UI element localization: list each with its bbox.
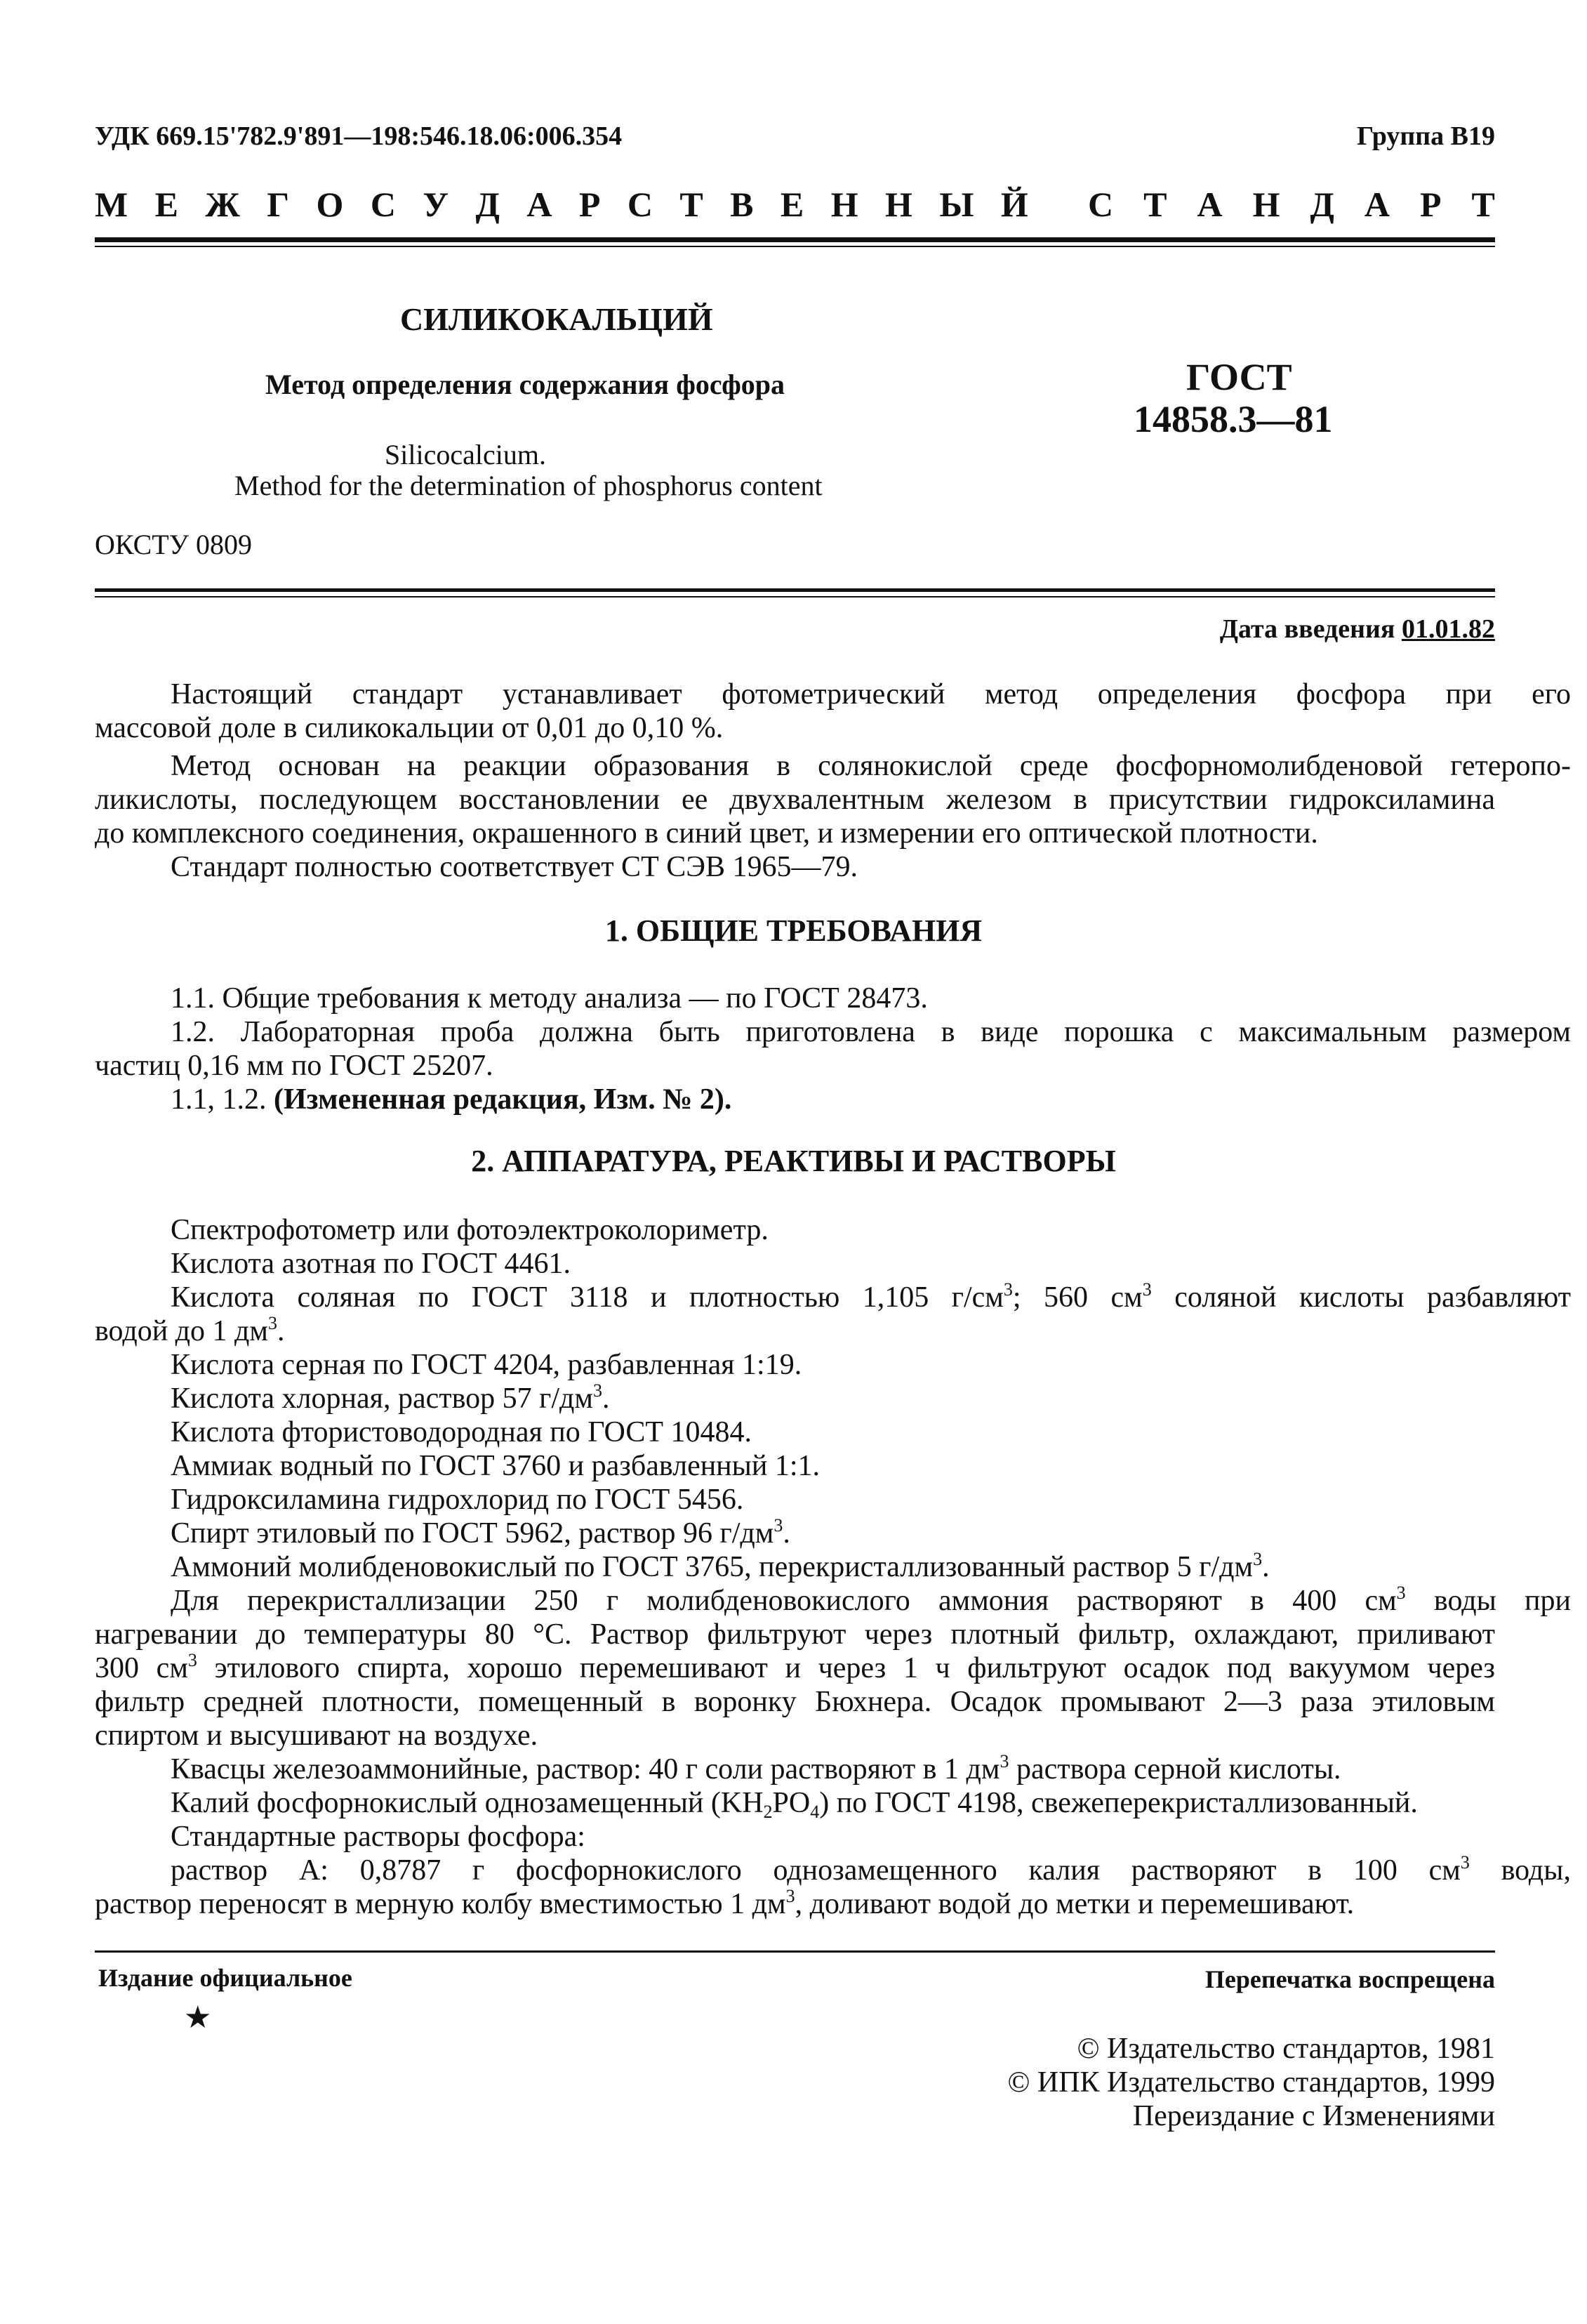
superscript: 3 xyxy=(268,1313,277,1333)
udk-code: УДК 669.15'782.9'891—198:546.18.06:006.354 xyxy=(95,121,623,151)
copyright-1999: © ИПК Издательство стандартов, 1999 xyxy=(1007,2066,1495,2099)
section1-heading: 1. ОБЩИЕ ТРЕБОВАНИЯ xyxy=(604,913,983,948)
standard-banner xyxy=(95,184,1495,225)
banner-letter: Е xyxy=(780,185,804,224)
standard-solutions-heading: Стандартные растворы фосфора: xyxy=(171,1821,585,1853)
change-note-prefix: 1.1, 1.2. xyxy=(171,1083,267,1116)
banner-letter: С xyxy=(627,185,653,224)
banner-letter: У xyxy=(423,185,449,224)
text-run: Для перекристаллизации 250 г молибденовокислого аммония растворяют в 400 см xyxy=(171,1585,1397,1617)
text-run: Аммоний молибденовокислый по ГОСТ 3765, перекристаллизованный раствор 5 г/дм xyxy=(171,1551,1254,1583)
text-run: воды при xyxy=(1405,1585,1571,1617)
superscript: 3 xyxy=(1142,1279,1152,1300)
banner-letter: А xyxy=(1197,185,1223,224)
banner-letter: Д xyxy=(1310,185,1334,224)
banner-letter: Й xyxy=(1000,185,1028,224)
superscript: 3 xyxy=(1396,1583,1406,1603)
recrystallization-line4: фильтр средней плотности, помещенный в воронку Бюхнера. Осадок промывают 2—3 раза этиловым xyxy=(95,1686,1495,1718)
reagent-hydrochloric-acid xyxy=(95,1281,1571,1314)
banner-letter: А xyxy=(1364,185,1390,224)
okstu-code: ОКСТУ 0809 xyxy=(95,529,253,560)
reagent-hydroxylamine: Гидроксиламина гидрохлорид по ГОСТ 5456. xyxy=(171,1484,744,1516)
official-edition: Издание официальное xyxy=(98,1964,352,1992)
banner-letter: О xyxy=(316,185,344,224)
solution-a-line2 xyxy=(95,1887,1495,1921)
reagent-sulfuric-acid: Кислота серная по ГОСТ 4204, разбавленная 1:19. xyxy=(171,1349,802,1381)
intro-p1-line2: массовой доле в силикокальции от 0,01 до 0,10 %. xyxy=(95,712,724,744)
intro-p2-line3: до комплексного соединения, окрашенного в синий цвет, и измерении его оптической плотности. xyxy=(95,817,1318,850)
text-run: ; 560 см xyxy=(1012,1281,1143,1314)
banner-letter: Т xyxy=(1471,185,1495,224)
banner-letter: Д xyxy=(475,185,500,224)
banner-letter: Ж xyxy=(205,185,240,224)
banner-letter: Р xyxy=(1420,185,1442,224)
superscript: 3 xyxy=(773,1515,783,1536)
intro-date-value: 01.01.82 xyxy=(1402,614,1495,644)
reagent-ammonium-molybdate xyxy=(95,1550,1571,1584)
intro-date xyxy=(1220,614,1495,645)
text-run: Спирт этиловый по ГОСТ 5962, раствор 96 г/дм xyxy=(171,1517,774,1550)
banner-word-2 xyxy=(1088,184,1495,225)
reagent-spectrophotometer: Спектрофотометр или фотоэлектроколориметр. xyxy=(171,1214,769,1246)
text-run: раствора серной кислоты. xyxy=(1009,1753,1341,1785)
document-title: СИЛИКОКАЛЬЦИЙ xyxy=(400,301,713,337)
no-reprint: Перепечатка воспрещена xyxy=(1204,1965,1495,1993)
text-run: PO xyxy=(772,1787,811,1819)
text-run: водой до 1 дм xyxy=(95,1315,268,1347)
text-run: соляной кислоты разбавляют xyxy=(1151,1281,1571,1314)
text-run: раствор А: 0,8787 г фосфорнокислого однозамещенного калия растворяют в 100 см xyxy=(171,1854,1461,1887)
reagent-nitric-acid: Кислота азотная по ГОСТ 4461. xyxy=(171,1248,571,1280)
text-run: раствор переносят в мерную колбу вместимостью 1 дм xyxy=(95,1888,786,1920)
reissue-note: Переиздание с Изменениями xyxy=(1132,2100,1495,2132)
reagent-ammonia: Аммиак водный по ГОСТ 3760 и разбавленный 1:1. xyxy=(171,1450,821,1482)
banner-letter: М xyxy=(95,185,128,224)
text-run: , доливают водой до метки и перемешивают. xyxy=(795,1888,1355,1920)
section1-item1: 1.1. Общие требования к методу анализа — по ГОСТ 28473. xyxy=(171,982,928,1015)
reagent-iron-alum xyxy=(95,1752,1571,1786)
text-run: воды, xyxy=(1469,1854,1571,1887)
english-title: Silicocalcium. xyxy=(385,439,546,470)
intro-p2-line2: ликислоты, последующем восстановлении ее двухвалентным железом в присутствии гидроксиламина xyxy=(95,784,1495,816)
text-run: . xyxy=(1262,1551,1270,1583)
reagent-perchloric-acid xyxy=(95,1382,1571,1415)
banner-letter: Г xyxy=(267,185,290,224)
banner-letter: Т xyxy=(1143,185,1167,224)
reagent-hydrochloric-acid-cont xyxy=(95,1314,1495,1348)
text-run: . xyxy=(602,1382,610,1415)
solution-a-line1 xyxy=(95,1854,1571,1887)
section1-change-note xyxy=(95,1083,1571,1116)
subscript: 4 xyxy=(810,1802,820,1822)
text-run: Калий фосфорнокислый однозамещенный (KH xyxy=(171,1787,764,1819)
document-subtitle: Метод определения содержания фосфора xyxy=(265,369,785,400)
header-rule-thick xyxy=(95,237,1495,242)
banner-letter: Т xyxy=(679,185,703,224)
intro-p3: Стандарт полностью соответствует СТ СЭВ 1965—79. xyxy=(171,851,858,883)
superscript: 3 xyxy=(1460,1852,1470,1873)
gost-number: 14858.3—81 xyxy=(1134,398,1333,440)
superscript: 3 xyxy=(1253,1549,1263,1569)
group-code: Группа В19 xyxy=(1356,121,1495,151)
recrystallization-line5: спиртом и высушивают на воздухе. xyxy=(95,1719,538,1752)
gost-label: ГОСТ xyxy=(1186,356,1292,398)
text-run: Кислота хлорная, раствор 57 г/дм xyxy=(171,1382,593,1415)
banner-letter: С xyxy=(1088,185,1114,224)
text-run: этилового спирта, хорошо перемешивают и через 1 ч фильтруют осадок под вакуумом через xyxy=(197,1652,1495,1684)
text-run: 300 см xyxy=(95,1652,188,1684)
superscript: 3 xyxy=(1003,1279,1013,1300)
recrystallization-line2: нагревании до температуры 80 °С. Раствор фильтруют через плотный фильтр, охлаждают, приливают xyxy=(95,1618,1495,1651)
copyright-1981: © Издательство стандартов, 1981 xyxy=(1077,2033,1495,2065)
banner-letter: Н xyxy=(885,185,912,224)
banner-letter: Ы xyxy=(939,185,974,224)
reagent-potassium-phosphate xyxy=(95,1786,1571,1820)
star-icon: ★ xyxy=(184,2000,212,2035)
footer-rule xyxy=(95,1950,1495,1953)
section2-heading: 2. АППАРАТУРА, РЕАКТИВЫ И РАСТВОРЫ xyxy=(471,1144,1116,1178)
intro-p1-line1: Настоящий стандарт устанавливает фотометрический метод определения фосфора при его xyxy=(171,678,1571,711)
text-run: . xyxy=(277,1315,285,1347)
text-run: ) по ГОСТ 4198, свежеперекристаллизованный. xyxy=(819,1787,1418,1819)
banner-letter: А xyxy=(526,185,552,224)
banner-letter: В xyxy=(730,185,754,224)
recrystallization-line3 xyxy=(95,1651,1495,1685)
reagent-ethanol xyxy=(95,1517,1571,1550)
section1-item2-line1: 1.2. Лабораторная проба должна быть приготовлена в виде порошка с максимальным размером xyxy=(171,1016,1571,1048)
superscript: 3 xyxy=(592,1380,602,1401)
banner-letter: Н xyxy=(830,185,858,224)
superscript: 3 xyxy=(1000,1751,1009,1771)
intro-date-label: Дата введения xyxy=(1219,614,1395,644)
subscript: 2 xyxy=(763,1802,773,1822)
title-rule-thin xyxy=(95,596,1495,597)
text-run: Квасцы железоаммонийные, раствор: 40 г соли растворяют в 1 дм xyxy=(171,1753,1000,1785)
change-note-bold: (Измененная редакция, Изм. № 2). xyxy=(274,1083,732,1116)
english-subtitle: Method for the determination of phosphorus content xyxy=(234,470,823,501)
banner-letter: Р xyxy=(578,185,601,224)
header-rule-thin xyxy=(95,246,1495,247)
reagent-hydrofluoric-acid: Кислота фтористоводородная по ГОСТ 10484. xyxy=(171,1416,752,1448)
intro-p2-line1: Метод основан на реакции образования в солянокислой среде фосфорномолибденовой гетеропо- xyxy=(171,750,1571,782)
superscript: 3 xyxy=(187,1650,197,1670)
section1-item2-line2: частиц 0,16 мм по ГОСТ 25207. xyxy=(95,1050,493,1082)
recrystallization-line1 xyxy=(95,1584,1571,1618)
superscript: 3 xyxy=(785,1886,795,1906)
title-rule-thick xyxy=(95,588,1495,592)
banner-letter: С xyxy=(370,185,396,224)
banner-word-1 xyxy=(95,184,1028,225)
banner-letter: Н xyxy=(1252,185,1280,224)
text-run: Кислота соляная по ГОСТ 3118 и плотностью 1,105 г/см xyxy=(171,1281,1004,1314)
text-run: . xyxy=(783,1517,790,1550)
banner-letter: Е xyxy=(154,185,178,224)
